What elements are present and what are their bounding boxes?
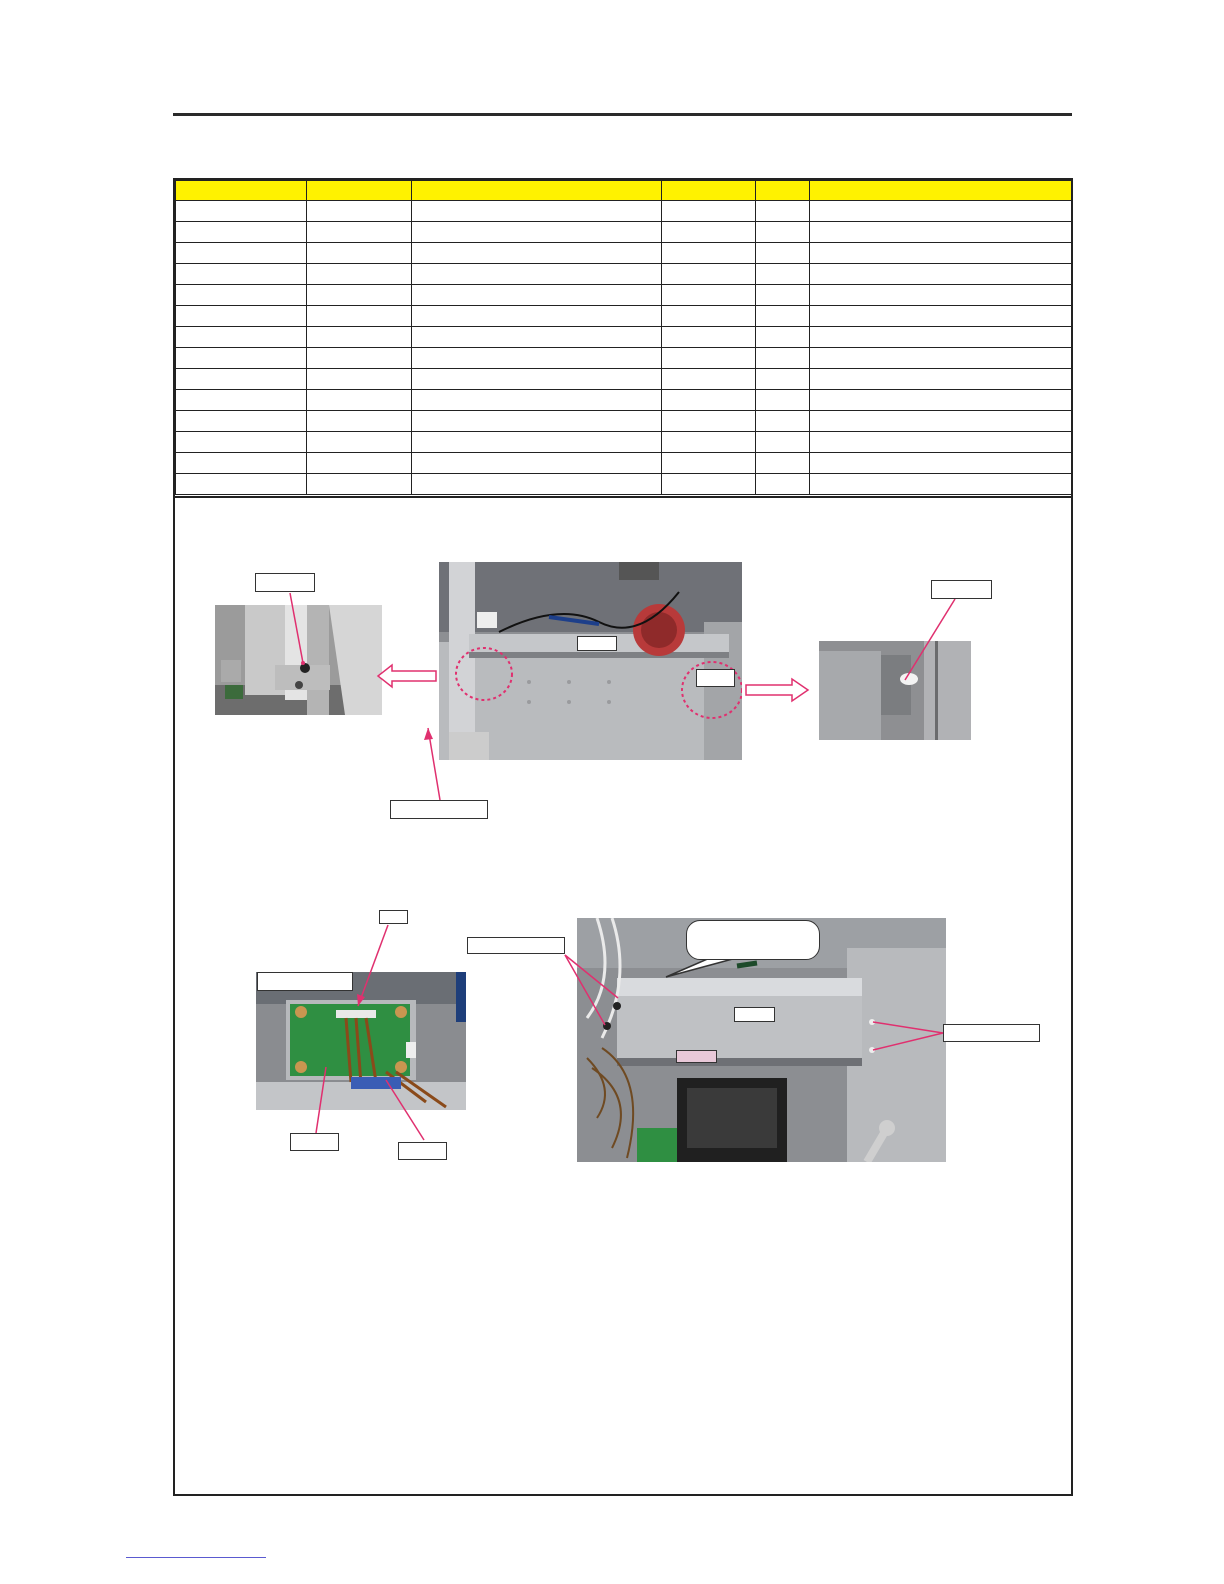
table-cell: [176, 306, 307, 327]
table-cell: [756, 453, 810, 474]
table-cell: [810, 453, 1072, 474]
table-cell: [307, 474, 412, 495]
callout-unit-right: [943, 1024, 1040, 1042]
table-cell: [810, 201, 1072, 222]
table-cell: [307, 222, 412, 243]
table-cell: [307, 369, 412, 390]
table-cell: [307, 453, 412, 474]
table-row: [176, 411, 1072, 432]
table-row: [176, 390, 1072, 411]
table-cell: [756, 201, 810, 222]
callout-unit-small: [676, 1050, 717, 1063]
table-cell: [662, 327, 756, 348]
table-cell: [176, 390, 307, 411]
callout-right-tag: [696, 669, 735, 687]
table-cell: [810, 474, 1072, 495]
table-cell: [176, 201, 307, 222]
callout-unit-left: [467, 937, 565, 954]
callout-screw-left: [255, 573, 315, 592]
table-cell: [810, 348, 1072, 369]
photo-bracket-overview: [439, 562, 742, 760]
table-cell: [810, 432, 1072, 453]
table-cell: [307, 243, 412, 264]
photo-pcb-board: [256, 972, 466, 1110]
table-cell: [662, 222, 756, 243]
callout-pcb-title: [257, 972, 353, 991]
table-cell: [810, 390, 1072, 411]
table-cell: [307, 285, 412, 306]
table-cell: [662, 411, 756, 432]
header-rule: [173, 113, 1072, 116]
table-cell: [412, 285, 662, 306]
table-cell: [810, 222, 1072, 243]
callout-pcb-left: [290, 1133, 339, 1151]
callout-unit-center: [734, 1007, 775, 1022]
table-cell: [412, 243, 662, 264]
table-cell: [412, 432, 662, 453]
table-cell: [756, 369, 810, 390]
parts-table: [175, 180, 1072, 495]
table-cell: [810, 264, 1072, 285]
table-cell: [662, 474, 756, 495]
table-row: [176, 474, 1072, 495]
table-cell: [412, 264, 662, 285]
document-frame: [173, 178, 1073, 1496]
table-cell: [412, 411, 662, 432]
table-row: [176, 264, 1072, 285]
table-row: [176, 348, 1072, 369]
table-cell: [662, 390, 756, 411]
table-row: [176, 453, 1072, 474]
table-cell: [756, 327, 810, 348]
table-header-cell: [176, 181, 307, 201]
table-cell: [307, 327, 412, 348]
table-cell: [756, 243, 810, 264]
table-row: [176, 201, 1072, 222]
table-cell: [756, 264, 810, 285]
table-cell: [810, 327, 1072, 348]
table-cell: [756, 285, 810, 306]
table-cell: [662, 369, 756, 390]
table-cell: [307, 348, 412, 369]
table-cell: [412, 222, 662, 243]
callout-pcb-top: [379, 910, 408, 924]
table-header-cell: [662, 181, 756, 201]
table-cell: [176, 453, 307, 474]
table-cell: [662, 264, 756, 285]
table-cell: [756, 306, 810, 327]
table-bottom-rule: [175, 496, 1071, 498]
table-cell: [307, 264, 412, 285]
table-row: [176, 285, 1072, 306]
table-cell: [176, 285, 307, 306]
footer-link-underline: [126, 1557, 266, 1558]
table-cell: [662, 348, 756, 369]
table-header-cell: [756, 181, 810, 201]
table-cell: [412, 306, 662, 327]
table-cell: [176, 222, 307, 243]
table-cell: [307, 306, 412, 327]
table-cell: [412, 327, 662, 348]
table-cell: [810, 243, 1072, 264]
table-cell: [662, 432, 756, 453]
callout-pcb-right: [398, 1142, 447, 1160]
table-cell: [176, 474, 307, 495]
table-cell: [176, 243, 307, 264]
table-cell: [662, 201, 756, 222]
table-cell: [810, 306, 1072, 327]
table-cell: [307, 201, 412, 222]
table-header-cell: [810, 181, 1072, 201]
table-cell: [307, 432, 412, 453]
table-header-cell: [307, 181, 412, 201]
table-row: [176, 432, 1072, 453]
table-row: [176, 306, 1072, 327]
table-row: [176, 222, 1072, 243]
callout-screw-right: [931, 580, 992, 599]
table-cell: [810, 285, 1072, 306]
table-row: [176, 327, 1072, 348]
table-cell: [412, 201, 662, 222]
photo-frame-leg: [215, 605, 382, 715]
table-cell: [756, 432, 810, 453]
table-cell: [412, 474, 662, 495]
table-cell: [176, 369, 307, 390]
table-header-cell: [412, 181, 662, 201]
table-row: [176, 243, 1072, 264]
table-cell: [307, 390, 412, 411]
table-cell: [662, 453, 756, 474]
photo-screw-closeup: [819, 641, 971, 740]
table-cell: [412, 369, 662, 390]
callout-center-tag: [577, 636, 617, 651]
table-cell: [307, 411, 412, 432]
table-cell: [176, 264, 307, 285]
table-cell: [412, 453, 662, 474]
table-cell: [176, 348, 307, 369]
table-cell: [662, 243, 756, 264]
callout-unit-bubble: [686, 920, 820, 960]
table-cell: [756, 348, 810, 369]
table-cell: [412, 390, 662, 411]
table-cell: [756, 390, 810, 411]
table-cell: [662, 285, 756, 306]
table-cell: [176, 327, 307, 348]
table-cell: [756, 474, 810, 495]
table-cell: [756, 222, 810, 243]
table-cell: [810, 369, 1072, 390]
table-cell: [662, 306, 756, 327]
callout-bracket-label: [390, 800, 488, 819]
table-cell: [810, 411, 1072, 432]
table-cell: [756, 411, 810, 432]
table-cell: [412, 348, 662, 369]
table-row: [176, 369, 1072, 390]
table-cell: [176, 432, 307, 453]
table-cell: [176, 411, 307, 432]
table-header-row: [176, 181, 1072, 201]
